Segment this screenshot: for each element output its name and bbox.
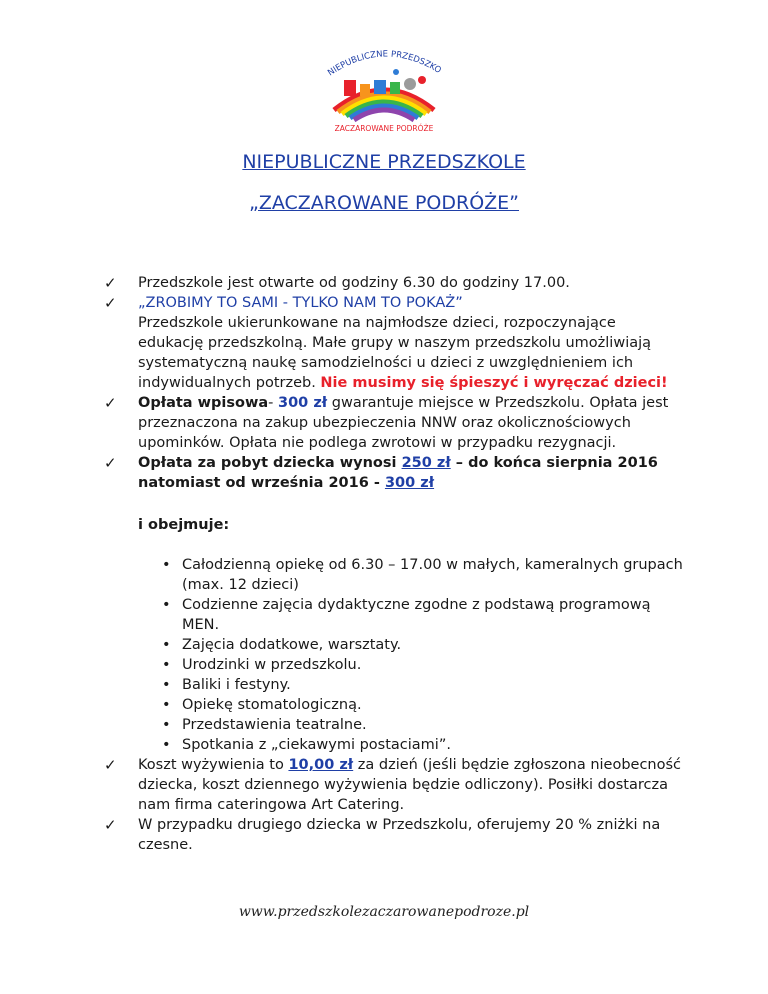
list-item-motto (104, 293, 684, 393)
bullet-item: • Przedstawienia teatralne. (162, 717, 367, 733)
check-icon: ✓ (104, 454, 117, 472)
tuition-amount-1: 250 zł (401, 455, 451, 471)
logo-bottom-text: ZACZAROWANE PODRÓŻE (334, 124, 434, 132)
fee-amount: 300 zł (278, 395, 328, 411)
page-title: NIEPUBLICZNE PRZEDSZKOLE (242, 151, 526, 173)
check-icon: ✓ (104, 816, 117, 834)
list-item-sibling: ✓ W przypadku drugiego dziecka w Przedszkolu, oferujemy 20 % zniżki na czesne. (104, 816, 661, 853)
bullet-item: • Baliki i festyny. (162, 677, 291, 693)
bullet-item: • Codzienne zajęcia dydaktyczne zgodne z podstawą programową MEN. (162, 597, 651, 633)
description-highlight: Nie musimy się śpieszyć i wyręczać dzieci! (320, 375, 668, 391)
list-item-tuition: ✓ Opłata za pobyt dziecka wynosi 250 zł – do końca sierpnia 2016 natomiast od września 2016 - 300 zł (104, 454, 658, 491)
fee-text: gwarantuje miejsce w Przedszkolu. Opłata jest przeznaczona na zakup ubezpieczenia NNW oraz okolicznościowych upominków. Opłata nie podlega zwrotowi w przypadku rezygnacji. (138, 395, 669, 451)
check-icon: ✓ (104, 294, 117, 312)
description-text: Przedszkole ukierunkowane na najmłodsze dzieci, rozpoczynające edukację przedszkolną. Małe grupy w naszym przedszkolu umożliwiają systematyczną naukę samodzielności u dzieci z uwzględnieniem ich indywidualnych potrzeb. (138, 315, 652, 391)
bullet-icon: • (162, 677, 171, 693)
motto-text: „ZROBIMY TO SAMI - TYLKO NAM TO POKAŻ” (138, 295, 463, 311)
bullet-item: • Spotkania z „ciekawymi postaciami”. (162, 737, 451, 753)
bullet-icon: • (162, 737, 171, 753)
bullet-icon: • (162, 597, 171, 613)
bullet-item: • Opiekę stomatologiczną. (162, 697, 362, 713)
bullet-icon: • (162, 697, 171, 713)
footer-url[interactable]: www.przedszkolezaczarowanepodroze.pl (238, 904, 530, 920)
bullet-item: • Urodzinki w przedszkolu. (162, 657, 362, 673)
includes-heading: i obejmuje: (138, 517, 230, 533)
page-subtitle: „ZACZAROWANE PODRÓŻE” (248, 192, 520, 214)
bullet-icon: • (162, 717, 171, 733)
bullet-item: • Zajęcia dodatkowe, warsztaty. (162, 637, 402, 653)
bullet-icon: • (162, 657, 171, 673)
logo (322, 40, 446, 132)
check-icon: ✓ (104, 756, 117, 774)
logo-arc-text: NIEPUBLICZNE PRZEDSZKO (326, 49, 443, 79)
list-item-fee: ✓ Opłata wpisowa- 300 zł gwarantuje miejsce w Przedszkolu. Opłata jest przeznaczona na zakup ubezpieczenia NNW oraz okolicznościowych upominków. Opłata nie podlega zwrotowi w przypadku rezygnacji. (104, 394, 669, 451)
main-content (104, 273, 684, 855)
fee-label: Opłata wpisowa (138, 395, 269, 411)
bullet-icon: • (162, 637, 171, 653)
list-item-food: ✓ Koszt wyżywienia to 10,00 zł za dzień (jeśli będzie zgłoszona nieobecność dziecka, koszt dziennego wyżywienia będzie odliczony). Posiłki dostarcza nam firma cateringowa Art Catering. (104, 756, 682, 813)
tuition-amount-2: 300 zł (384, 475, 435, 491)
food-amount: 10,00 zł (288, 757, 354, 773)
check-icon: ✓ (104, 394, 117, 412)
bullet-item: • Całodzienną opiekę od 6.30 – 17.00 w małych, kameralnych grupach (max. 12 dzieci) (162, 557, 683, 593)
bullet-icon: • (162, 557, 171, 573)
list-item-hours: ✓ Przedszkole jest otwarte od godziny 6.30 do godziny 17.00. (104, 274, 570, 292)
check-icon: ✓ (104, 274, 117, 292)
